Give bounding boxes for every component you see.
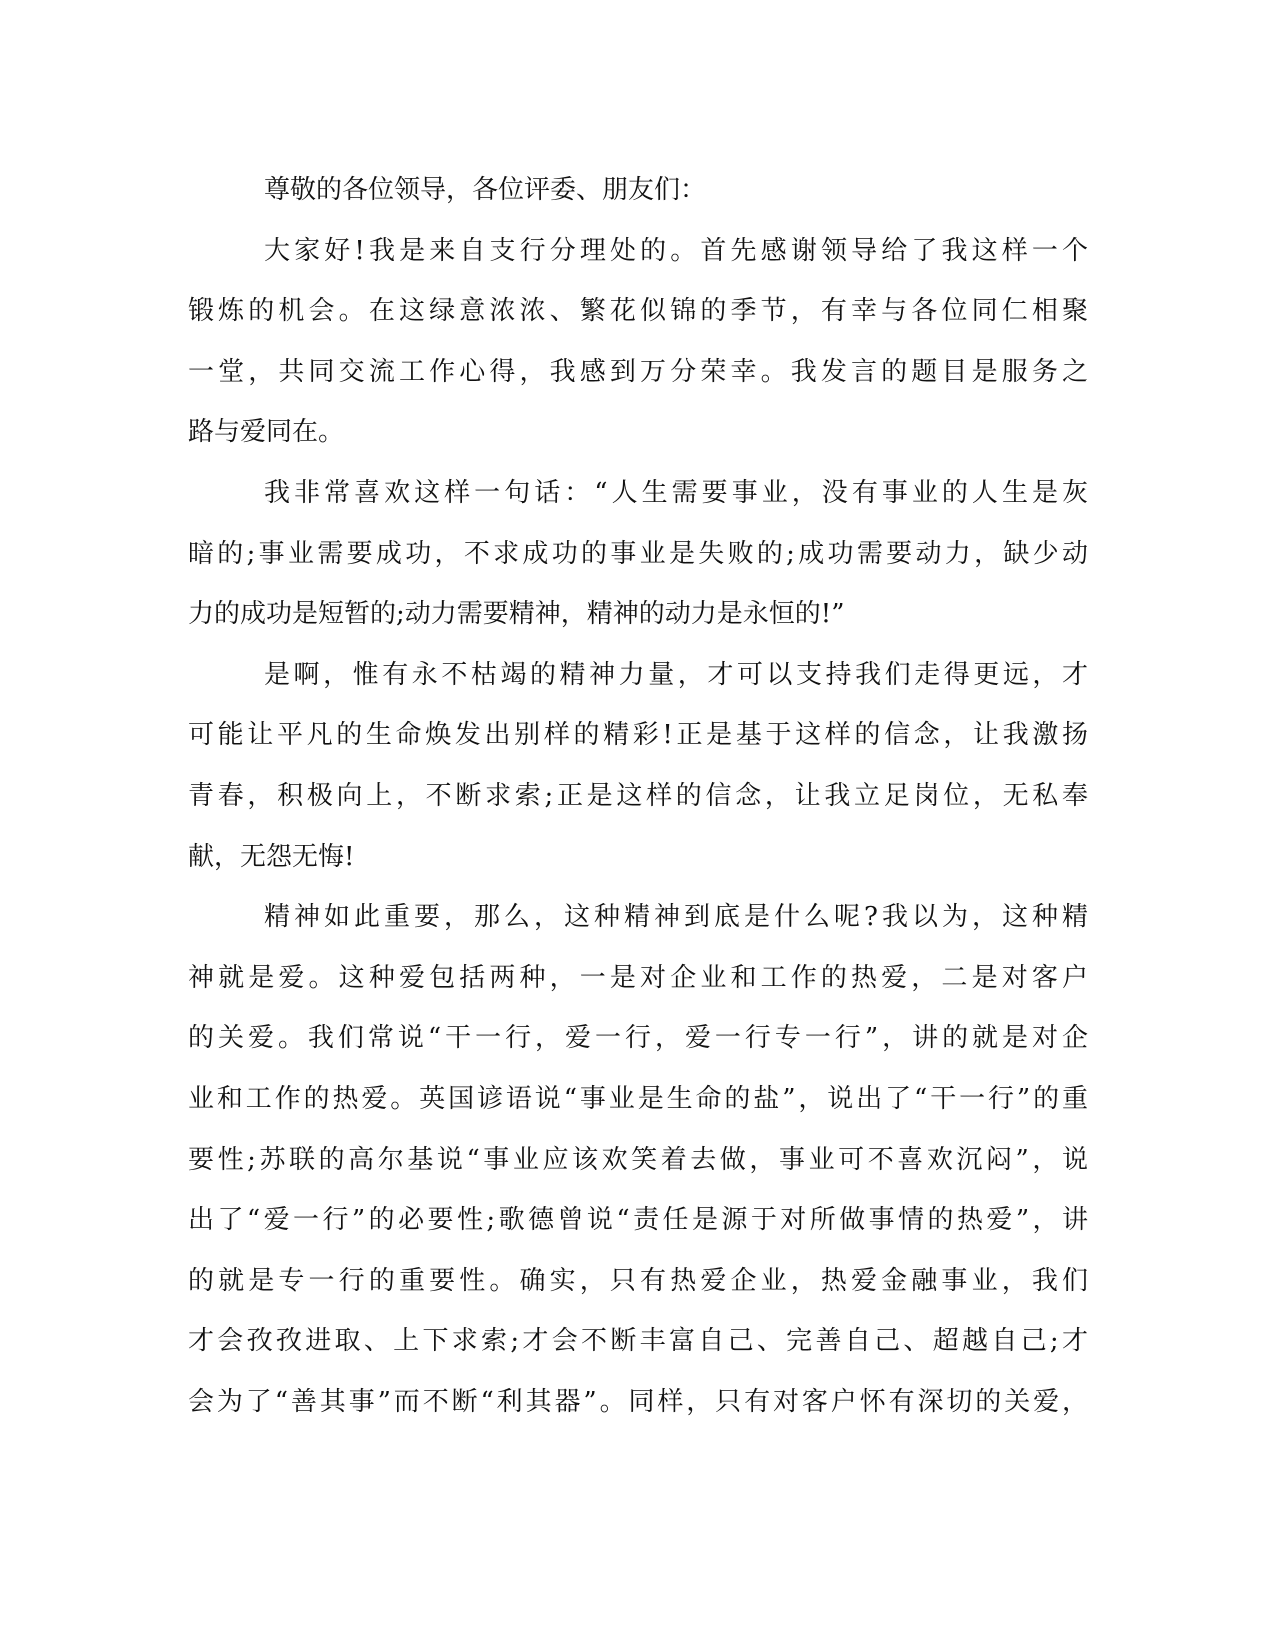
text-line: 尊敬的各位领导，各位评委、朋友们： — [264, 175, 707, 205]
text-line: 青春，积极向上，不断求索;正是这样的信念，让我立足岗位，无私奉 — [188, 780, 1088, 811]
text-line: 的就是专一行的重要性。确实，只有热爱企业，热爱金融事业，我们 — [188, 1265, 1088, 1296]
text-line: 才会孜孜进取、上下求索;才会不断丰富自己、完善自己、超越自己;才 — [188, 1326, 1088, 1357]
text-line: 献，无怨无悔! — [188, 841, 355, 872]
text-line: 神就是爱。这种爱包括两种，一是对企业和工作的热爱，二是对客户 — [188, 962, 1088, 993]
text-line: 要性;苏联的高尔基说“事业应该欢笑着去做，事业可不喜欢沉闷”，说 — [188, 1144, 1088, 1175]
text-line: 是啊，惟有永不枯竭的精神力量，才可以支持我们走得更远，才 — [264, 659, 1088, 690]
text-line: 我非常喜欢这样一句话：“人生需要事业，没有事业的人生是灰 — [264, 477, 1088, 508]
text-line: 出了“爱一行”的必要性;歌德曾说“责任是源于对所做事情的热爱”，讲 — [188, 1205, 1088, 1236]
text-line: 大家好!我是来自支行分理处的。首先感谢领导给了我这样一个 — [264, 235, 1088, 266]
text-line: 一堂，共同交流工作心得，我感到万分荣幸。我发言的题目是服务之 — [188, 356, 1088, 387]
document-body — [188, 160, 1088, 1432]
text-line: 的关爱。我们常说“干一行，爱一行，爱一行专一行”，讲的就是对企 — [188, 1023, 1088, 1054]
text-line: 暗的;事业需要成功，不求成功的事业是失败的;成功需要动力，缺少动 — [188, 538, 1088, 569]
text-line: 力的成功是短暂的;动力需要精神，精神的动力是永恒的!” — [188, 599, 845, 630]
text-line: 业和工作的热爱。英国谚语说“事业是生命的盐”，说出了“干一行”的重 — [188, 1083, 1088, 1114]
text-line: 会为了“善其事”而不断“利其器”。同样，只有对客户怀有深切的关爱， — [188, 1386, 1088, 1417]
text-line: 锻炼的机会。在这绿意浓浓、繁花似锦的季节，有幸与各位同仁相聚 — [188, 296, 1088, 327]
text-line: 可能让平凡的生命焕发出别样的精彩!正是基于这样的信念，让我激扬 — [188, 720, 1088, 751]
text-line: 路与爱同在。 — [188, 417, 345, 448]
text-line: 精神如此重要，那么，这种精神到底是什么呢?我以为，这种精 — [264, 902, 1088, 933]
